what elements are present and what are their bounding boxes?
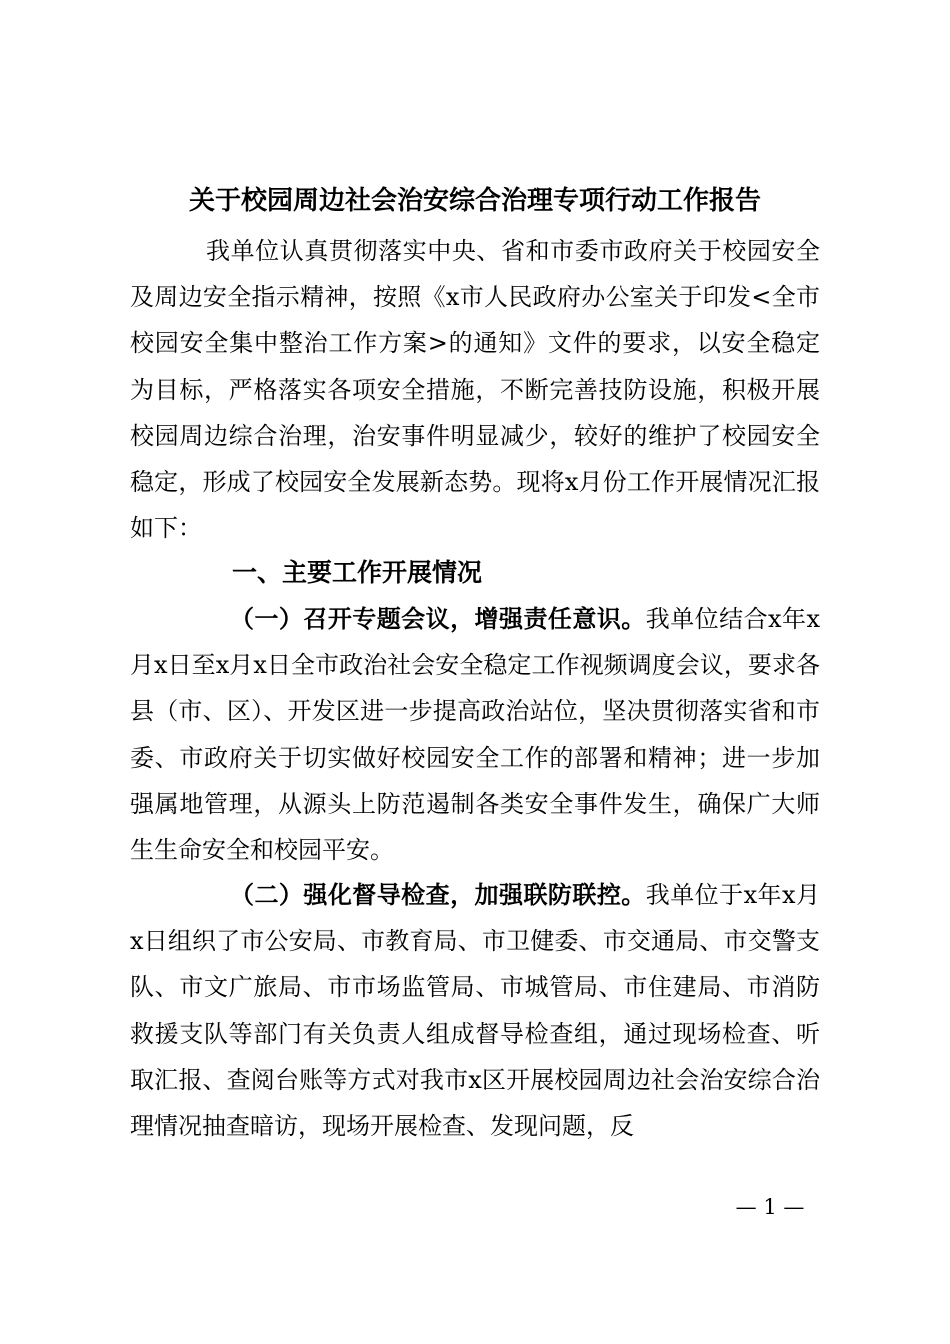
section-heading: 一、主要工作开展情况 bbox=[232, 558, 483, 587]
section-item-2 bbox=[130, 872, 820, 1149]
section-item-1 bbox=[130, 596, 820, 873]
document-title: 关于校园周边社会治安综合治理专项行动工作报告 bbox=[188, 186, 761, 216]
section-item-2-body: 我单位于x年x月x日组织了市公安局、市教育局、市卫健委、市交通局、市交警支队、市文广旅局、市市场监管局、市城管局、市住建局、市消防救援支队等部门有关负责人组成督导检查组，通过现场检查、听取汇报、查阅台账等方式对我市x区开展校园周边社会治安综合治理情况抽查暗访，现场开展检查、发现问题，反 bbox=[130, 881, 821, 1141]
page-number: — 1 — bbox=[735, 1195, 805, 1219]
intro-paragraph: 我单位认真贯彻落实中央、省和市委市政府关于校园安全及周边安全指示精神，按照《x市人民政府办公室关于印发<全市校园安全集中整治工作方案>的通知》文件的要求，以安全稳定为目标，严格落实各项安全措施，不断完善技防设施，积极开展校园周边综合治理，治安事件明显减少，较好的维护了校园安全稳定，形成了校园安全发展新态势。现将x月份工作开展情况汇报如下： bbox=[130, 237, 820, 543]
section-item-1-subheading: （一）召开专题会议，增强责任意识。 bbox=[230, 605, 646, 633]
section-item-1-body: 我单位结合x年x月x日至x月x日全市政治社会安全稳定工作视频调度会议，要求各县（市、区）、开发区进一步提高政治站位，坚决贯彻落实省和市委、市政府关于切实做好校园安全工作的部署和精神；进一步加强属地管理，从源头上防范遏制各类安全事件发生，确保广大师生生命安全和校园平安。 bbox=[130, 605, 821, 865]
section-item-2-subheading: （二）强化督导检查，加强联防联控。 bbox=[230, 881, 646, 909]
